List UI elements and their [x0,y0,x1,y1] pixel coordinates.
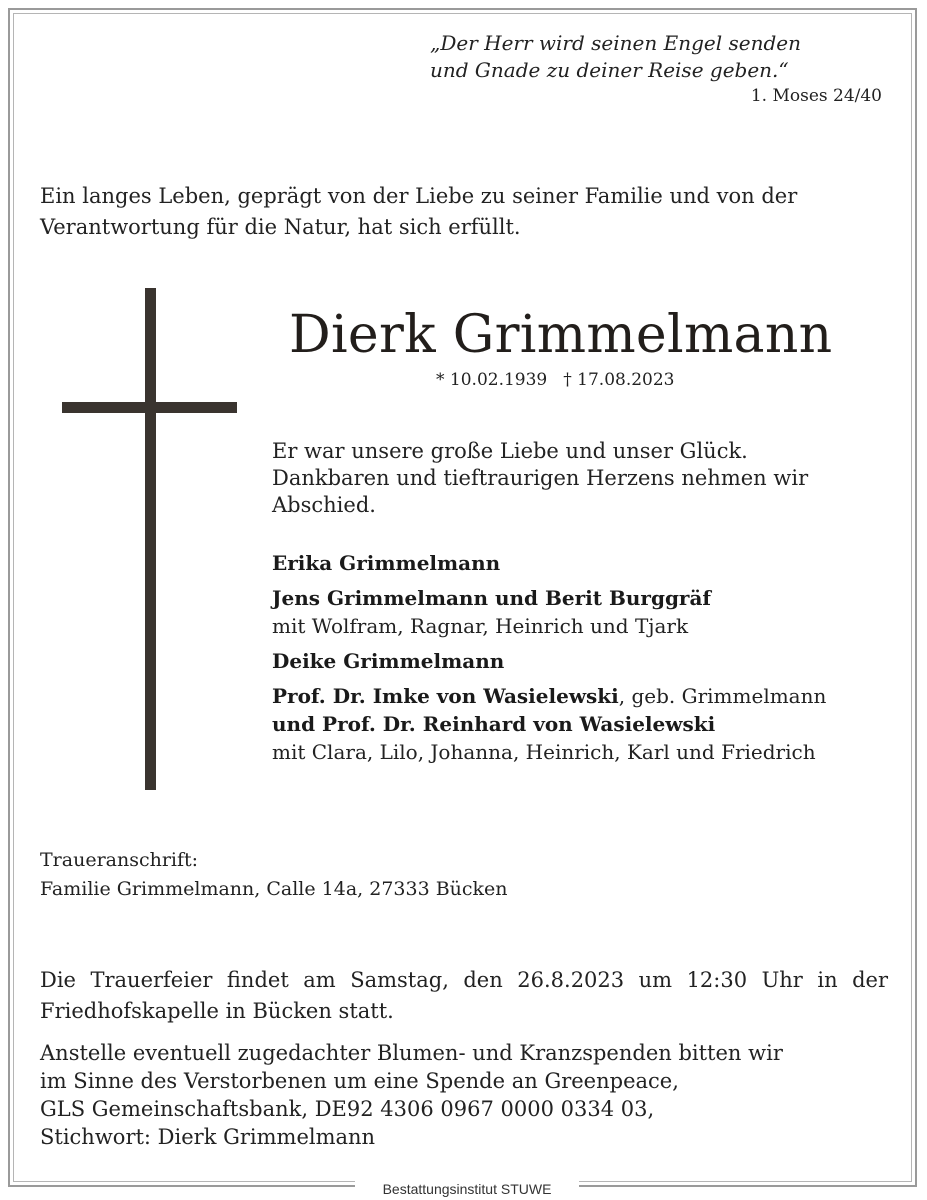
mourner-imke-maiden-name: , geb. Grimmelmann [618,684,827,708]
mourner-imke-name: Prof. Dr. Imke von Wasielewski [272,684,619,708]
donation-line-2: im Sinne des Verstorbenen um eine Spende an Greenpeace, [40,1069,679,1093]
message-line-1: Er war unsere große Liebe und unser Glück. [272,439,748,463]
mourner-jens-children: mit Wolfram, Ragnar, Heinrich und Tjark [272,614,689,638]
donation-request [40,1039,900,1151]
verse-line-2: und Gnade zu deiner Reise geben.“ [430,58,789,82]
funeral-home-label: Bestattungsinstitut STUWE [355,1180,579,1198]
service-line-2: Friedhofskapelle in Bücken statt. [40,999,394,1023]
farewell-message [272,438,872,519]
mourner-erika [272,549,912,577]
service-line-1: Die Trauerfeier findet am Samstag, den 26.8.2023 um 12:30 Uhr in der [40,968,888,992]
mourner-jens [272,584,912,640]
mourner-imke-children: mit Clara, Lilo, Johanna, Heinrich, Karl und Friedrich [272,740,816,764]
intro-line-2: Verantwortung für die Natur, hat sich erfüllt. [40,215,521,239]
mourner-jens-name: Jens Grimmelmann und Berit Burggräf [272,586,712,610]
bible-verse [430,30,801,84]
donation-line-1: Anstelle eventuell zugedachter Blumen- und Kranzspenden bitten wir [40,1041,783,1065]
intro-text [40,181,900,243]
mourner-erika-name: Erika Grimmelmann [272,551,501,575]
deceased-name: Dierk Grimmelmann [289,305,833,365]
life-dates [436,369,675,391]
donation-line-3: GLS Gemeinschaftsbank, DE92 4306 0967 0000 0334 03, [40,1097,655,1121]
funeral-service-info [40,965,888,1027]
death-date: † 17.08.2023 [563,370,675,390]
message-line-3: Abschied. [272,493,376,517]
donation-line-4: Stichwort: Dierk Grimmelmann [40,1125,376,1149]
intro-line-1: Ein langes Leben, geprägt von der Liebe zu seiner Familie und von der [40,184,798,208]
mourner-imke [272,682,912,766]
mourner-reinhard-name: und Prof. Dr. Reinhard von Wasielewski [272,712,716,736]
cross-icon-vertical [145,288,156,790]
verse-reference: 1. Moses 24/40 [750,86,882,106]
verse-line-1: „Der Herr wird seinen Engel senden [430,31,801,55]
cross-icon-horizontal [62,402,237,413]
birth-date: * 10.02.1939 [436,370,548,390]
address-value: Familie Grimmelmann, Calle 14a, 27333 Bücken [40,878,508,900]
mourners-list [272,549,912,773]
message-line-2: Dankbaren und tieftraurigen Herzens nehmen wir [272,466,809,490]
mourning-address [40,846,508,904]
mourner-deike [272,647,912,675]
mourner-deike-name: Deike Grimmelmann [272,649,505,673]
address-label: Traueranschrift: [40,849,199,871]
